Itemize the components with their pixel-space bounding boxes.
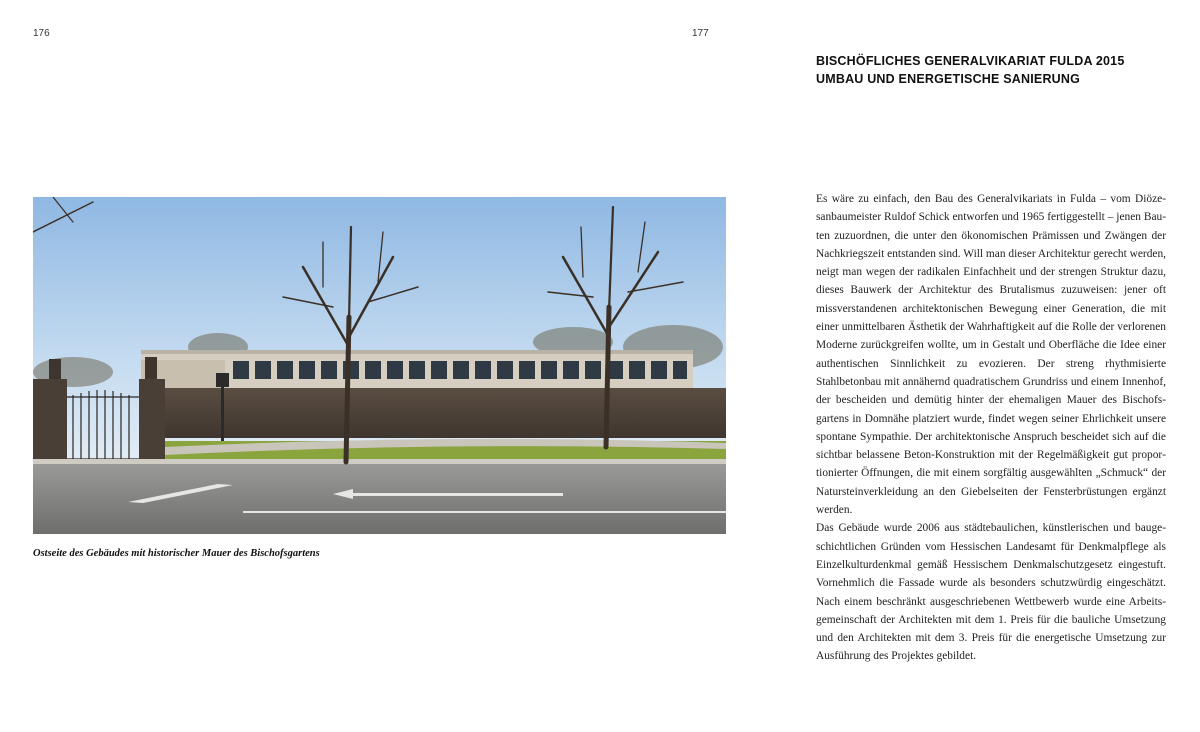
body-paragraph-2: Das Gebäude wurde 2006 aus städtebaulichen, künstlerischen und baugeschichtlichen Gründen vom Hessischen Landesamt für Denkmalpflege als Einzelkulturdenkmal gemäß Hessischem Denkmalschutzgesetz eingestuft. Vornehmlich die Fassade wurde als besonders schutzwürdig eingeschätzt. Nach einem beschränkt ausgeschriebenen Wettbewerb wurde eine Arbeitsgemeinschaft der Architekten mit dem 1. Preis für die bauliche Umsetzung und den Architekten mit dem 3. Preis für die energetische Umsetzung zur Ausführung des Projektes gebildet.	[816, 522, 1166, 663]
heading-subtitle: UMBAU UND ENERGETISCHE SANIERUNG	[816, 72, 1081, 86]
photo-caption: Ostseite des Gebäudes mit historischer Mauer des Bischofsgartens	[33, 548, 320, 559]
page-number-left: 176	[33, 28, 50, 39]
body-text	[816, 190, 1166, 666]
heading-title: BISCHÖFLICHES GENERALVIKARIAT FULDA 2015	[816, 54, 1125, 68]
road	[33, 463, 726, 534]
building-windows	[233, 361, 687, 379]
building-photo	[33, 197, 726, 534]
article-heading	[816, 52, 1176, 88]
body-paragraph-1: Es wäre zu einfach, den Bau des Generalvikariats in Fulda – vom Diözesanbaumeister Ruldof Schick entworfen und 1965 fertiggestellt – jenen Bauten zuzuordnen, die unter den ökonomischen Prämissen und Zwängen der Nachkriegszeit entstanden sind. Will man dieser Architektur gerecht werden, neigt man wegen der radikalen Einfachheit und der strengen Struktur dazu, dieses Bauwerk der Architektur des Brutalismus zuzuweisen: jener oft missverstandenen architektonischen Bewegung einer Generation, die mit einer unmittelbaren Ästhetik der Wahrhaftigkeit auf die Rolle der verlorenen Moderne zurückgreifen wollte, um in Gestalt und Oberfläche die Idee einer authentischen Sinnlichkeit zu evozieren. Der streng rhythmisierte Stahlbetonbau mit annähernd quadratischem Grundriss und einem Innenhof, der bescheiden und demütig hinter der ehemaligen Mauer des Bischofsgartens in Domnähe platziert wurde, findet wegen seiner Ehrlichkeit unsere spontane Sympathie. Der architektonische Anspruch bescheidet sich auf die sichtbar belassene Beton-Konstruktion mit der Regelmäßigkeit gut proportionierter Öffnungen, die mit einem sorgfältig ausgewählten „Schmuck“ der Natursteinverkleidung an den Giebelseiten der Fensterbrüstungen ergänzt werden.	[816, 193, 1166, 517]
garden-wall	[161, 388, 726, 438]
page-number-right: 177	[692, 28, 709, 39]
